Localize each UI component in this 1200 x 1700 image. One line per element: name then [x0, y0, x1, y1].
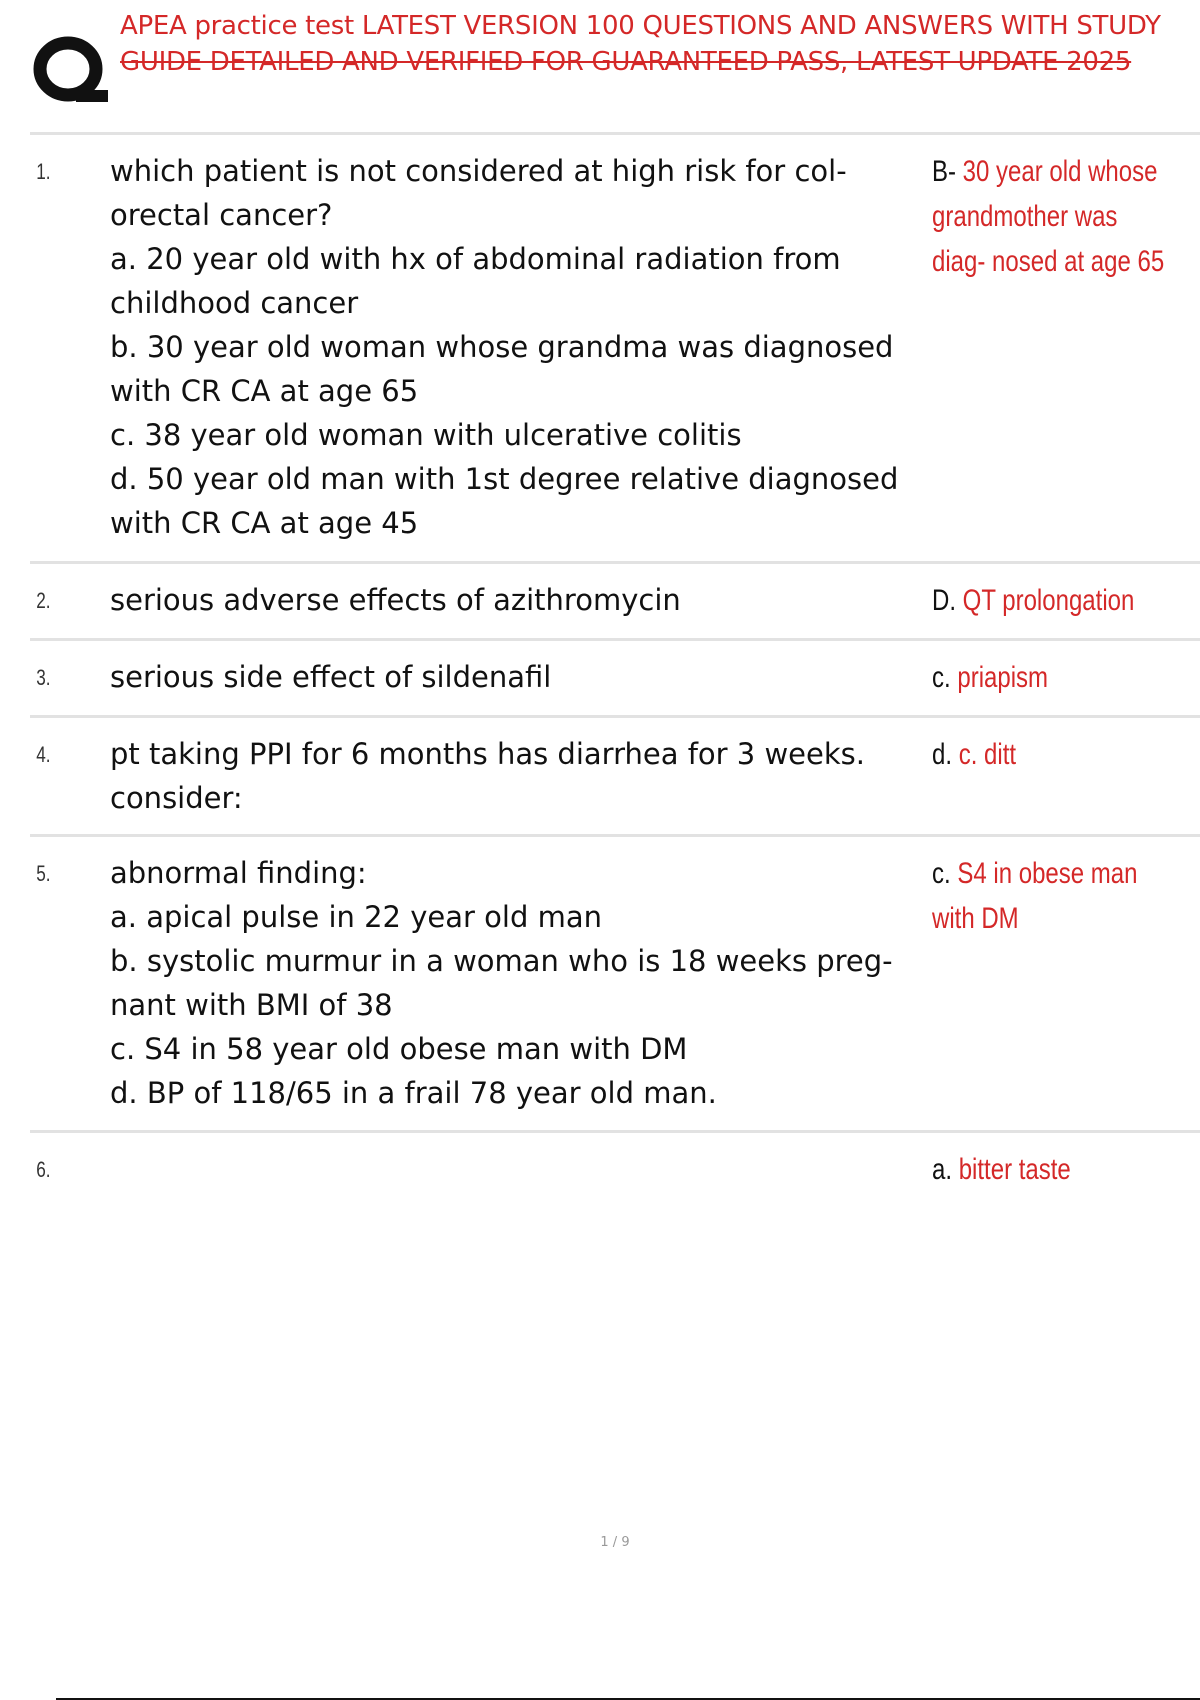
question-text — [110, 1133, 922, 1553]
question-line: orectal cancer? — [110, 198, 333, 232]
answer-value: priapism — [957, 661, 1049, 694]
question-row — [30, 641, 1200, 718]
question-number: 4. — [36, 742, 51, 767]
question-line: b. 30 year old woman whose grandma was diagnosed — [110, 330, 894, 364]
question-line: d. BP of 118/65 in a frail 78 year old man. — [110, 1076, 717, 1110]
question-row — [30, 564, 1200, 641]
question-row — [30, 1133, 1200, 1553]
question-line: abnormal finding: — [110, 856, 367, 890]
question-number: 1. — [36, 159, 51, 184]
answer-value: QT prolongation — [962, 584, 1135, 617]
answer-value: S4 in obese man with DM — [932, 857, 1138, 935]
question-line: pt taking PPI for 6 months has diarrhea for 3 weeks. — [110, 737, 865, 771]
answer-value: c. ditt — [958, 738, 1017, 771]
question-text — [110, 564, 922, 638]
question-text — [110, 135, 922, 561]
question-number: 5. — [36, 861, 51, 886]
document-title-line1: APEA practice test LATEST VERSION 100 QUESTIONS AND ANSWERS WITH STUDY — [120, 11, 1161, 41]
answer-letter: c. — [932, 857, 951, 890]
answer-letter: a. — [932, 1153, 953, 1186]
question-line: which patient is not considered at high risk for col- — [110, 154, 847, 188]
question-row — [30, 135, 1200, 564]
question-line: c. 38 year old woman with ulcerative colitis — [110, 418, 742, 452]
answer-text — [922, 718, 1200, 834]
answer-letter: B- — [932, 155, 956, 188]
answer-text — [922, 564, 1200, 638]
answer-letter: c. — [932, 661, 951, 694]
question-line: serious adverse effects of azithromycin — [110, 583, 681, 617]
answer-letter: D. — [932, 584, 956, 617]
page-number: 1 / 9 — [600, 1535, 630, 1550]
question-number: 2. — [36, 588, 51, 613]
question-line: d. 50 year old man with 1st degree relative diagnosed — [110, 462, 899, 496]
question-list — [30, 132, 1200, 1553]
question-text — [110, 837, 922, 1130]
answer-letter: d. — [932, 738, 953, 771]
question-line: a. 20 year old with hx of abdominal radiation from — [110, 242, 841, 276]
answer-value: 30 year old whose grandmother was diag- nosed at age 65 — [932, 155, 1165, 278]
answer-value: bitter taste — [958, 1153, 1071, 1186]
answer-text — [922, 1133, 1200, 1553]
question-line: with CR CA at age 45 — [110, 506, 419, 540]
q-logo-icon — [32, 32, 110, 110]
document-title-line2: GUIDE DETAILED AND VERIFIED FOR GUARANTEED PASS, LATEST UPDATE 2025 — [120, 47, 1132, 77]
question-line: childhood cancer — [110, 286, 359, 320]
question-line: nant with BMI of 38 — [110, 988, 393, 1022]
document-title — [120, 8, 1180, 80]
question-text — [110, 641, 922, 715]
answer-text — [922, 135, 1200, 561]
answer-text — [922, 837, 1200, 1130]
question-row — [30, 718, 1200, 837]
answer-text — [922, 641, 1200, 715]
question-line: a. apical pulse in 22 year old man — [110, 900, 602, 934]
question-line: consider: — [110, 781, 243, 815]
question-line: serious side effect of sildenafil — [110, 660, 552, 694]
question-line: c. S4 in 58 year old obese man with DM — [110, 1032, 688, 1066]
question-line: b. systolic murmur in a woman who is 18 weeks preg- — [110, 944, 893, 978]
question-number: 3. — [36, 665, 51, 690]
question-text — [110, 718, 922, 834]
question-line: with CR CA at age 65 — [110, 374, 419, 408]
question-number: 6. — [36, 1157, 51, 1182]
question-row — [30, 837, 1200, 1133]
